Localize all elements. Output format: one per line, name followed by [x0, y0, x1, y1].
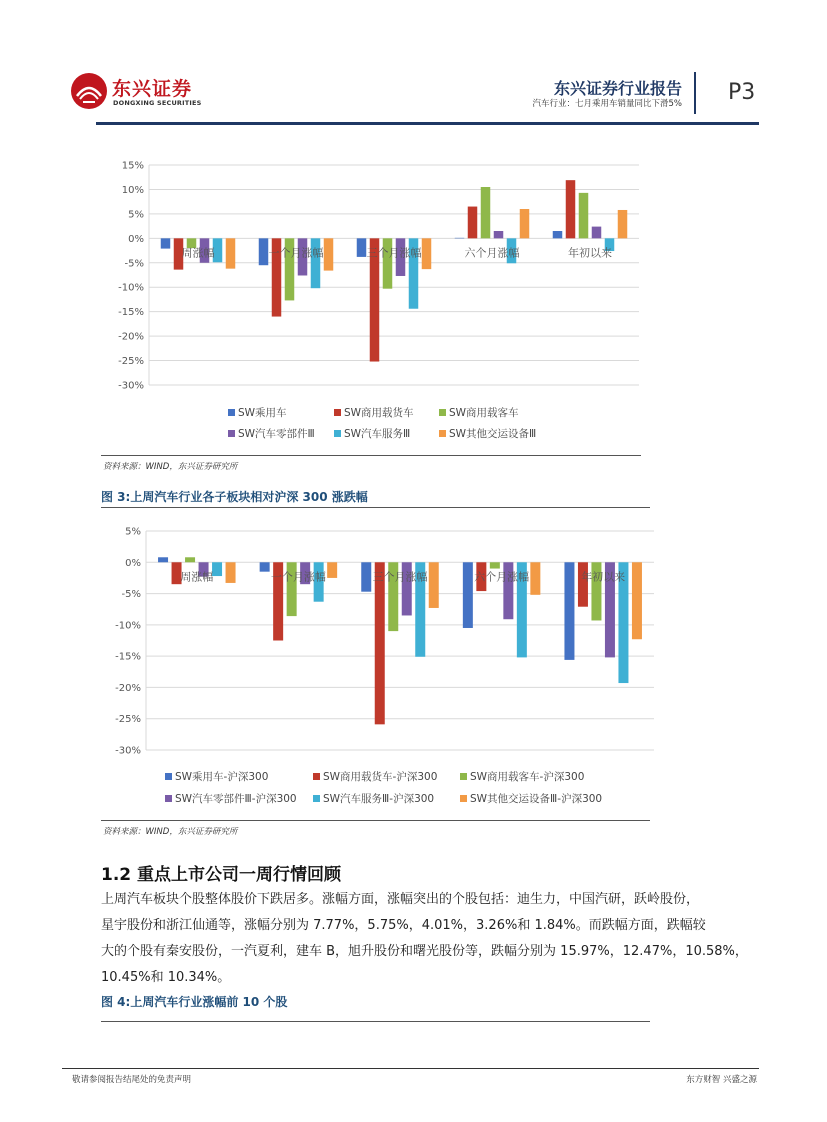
bar	[530, 562, 540, 595]
legend-label: SW商用载客车	[449, 407, 519, 419]
bar	[375, 562, 385, 724]
bar	[361, 562, 371, 591]
page-number: P3	[728, 80, 756, 105]
y-tick-label: -15%	[115, 651, 141, 663]
bar	[481, 187, 491, 238]
bar	[520, 209, 530, 238]
chart-2-frame	[101, 514, 656, 819]
y-tick-label: -5%	[124, 258, 144, 270]
bar	[259, 238, 269, 265]
bar	[592, 227, 602, 239]
chart-2-source: 资料来源：WIND，东兴证券研究所	[103, 827, 238, 837]
chart-1-source: 资料来源：WIND，东兴证券研究所	[103, 462, 238, 472]
header-divider	[694, 72, 696, 114]
footer-rule	[62, 1068, 759, 1069]
bar	[455, 238, 465, 239]
bar	[468, 207, 478, 239]
bar	[324, 238, 334, 270]
y-tick-label: -30%	[118, 380, 144, 392]
bar	[566, 180, 576, 238]
bar	[158, 557, 168, 562]
legend-swatch	[313, 795, 320, 802]
y-tick-label: -5%	[121, 589, 141, 601]
category-label: 一个月涨幅	[270, 570, 326, 584]
legend-label: SW乘用车-沪深300	[175, 771, 269, 783]
category-label: 一个月涨幅	[268, 246, 324, 260]
bar	[226, 238, 236, 268]
bar	[579, 193, 589, 238]
bar	[327, 562, 337, 578]
category-label: 年初以来	[568, 246, 612, 260]
legend-label: SW商用载货车	[344, 407, 414, 419]
bar	[494, 231, 504, 238]
legend-label: SW其他交运设备Ⅲ-沪深300	[470, 793, 603, 805]
y-tick-label: -10%	[115, 620, 141, 632]
legend-label: SW汽车服务Ⅲ	[344, 428, 411, 440]
bar	[564, 562, 574, 660]
paragraph-line: 上周汽车板块个股整体股价下跌居多。涨幅方面，涨幅突出的个股包括：迪生力，中国汽研，跃岭股份，	[101, 892, 700, 907]
bar	[463, 562, 473, 628]
header-rule	[96, 122, 759, 125]
legend-swatch	[313, 773, 320, 780]
category-label: 三个月涨幅	[372, 570, 428, 584]
figure-3-title-rule	[101, 507, 650, 508]
paragraph-line: 大的个股有秦安股份，一汽夏利，建车 B，旭升股份和曙光股份等，跌幅分别为 15.97%，12.47%，10.58%，	[101, 944, 748, 959]
bar	[429, 562, 439, 608]
paragraph-line: 10.45%和 10.34%。	[101, 970, 231, 985]
legend-swatch	[460, 795, 467, 802]
figure-4-title: 图 4:上周汽车行业涨幅前 10 个股	[101, 995, 288, 1009]
bar	[226, 562, 236, 583]
y-tick-label: -15%	[118, 307, 144, 319]
y-tick-label: 15%	[121, 160, 144, 172]
legend-swatch	[439, 430, 446, 437]
bar	[632, 562, 642, 639]
bar	[490, 562, 500, 568]
y-tick-label: 5%	[125, 526, 141, 538]
category-label: 年初以来	[581, 570, 626, 584]
bar	[553, 231, 563, 238]
chart-1	[101, 148, 641, 453]
legend-label: SW乘用车	[238, 407, 287, 419]
bar	[422, 238, 432, 269]
bar	[161, 238, 171, 248]
footer-slogan: 东方财智 兴盛之源	[686, 1075, 757, 1085]
paragraph-line: 星宇股份和浙江仙通等，涨幅分别为 7.77%，5.75%，4.01%，3.26%和 1.84%。而跌幅方面，跌幅较	[101, 918, 706, 933]
footer-disclaimer: 敬请参阅报告结尾处的免责声明	[72, 1075, 192, 1085]
figure-3-title: 图 3:上周汽车行业各子板块相对沪深 300 涨跌幅	[101, 490, 368, 504]
category-label: 周涨幅	[181, 246, 215, 260]
legend-label: SW商用载客车-沪深300	[470, 771, 585, 783]
report-title: 东兴证券行业报告	[553, 79, 682, 98]
legend-label: SW商用载货车-沪深300	[323, 771, 438, 783]
category-label: 六个月涨幅	[464, 246, 520, 260]
chart-1-frame	[101, 148, 641, 453]
section-title: 1.2 重点上市公司一周行情回顾	[101, 865, 342, 885]
legend-swatch	[228, 430, 235, 437]
legend-swatch	[165, 795, 172, 802]
logo-text: 东兴证券	[112, 78, 193, 100]
chart-1-rule	[101, 455, 641, 456]
chart-2-rule	[101, 820, 650, 821]
legend-swatch	[334, 430, 341, 437]
bar	[618, 210, 628, 238]
report-subtitle: 汽车行业：七月乘用车销量同比下滑5%	[532, 99, 682, 109]
bar	[185, 557, 195, 562]
section-paragraph	[101, 887, 761, 991]
legend-label: SW汽车零部件Ⅲ	[238, 428, 315, 440]
legend-swatch	[228, 409, 235, 416]
y-tick-label: -20%	[115, 682, 141, 694]
legend-label: SW其他交运设备Ⅲ	[449, 428, 537, 440]
y-tick-label: -25%	[118, 356, 144, 368]
legend-swatch	[334, 409, 341, 416]
y-tick-label: -10%	[118, 282, 144, 294]
y-tick-label: -20%	[118, 331, 144, 343]
bar	[578, 562, 588, 606]
legend-label: SW汽车零部件Ⅲ-沪深300	[175, 793, 297, 805]
y-tick-label: 10%	[121, 184, 144, 196]
legend-swatch	[439, 409, 446, 416]
legend-label: SW汽车服务Ⅲ-沪深300	[323, 793, 435, 805]
y-tick-label: 0%	[128, 233, 144, 245]
chart-2	[101, 514, 656, 819]
legend-swatch	[460, 773, 467, 780]
logo-emblem-icon	[70, 72, 108, 110]
category-label: 六个月涨幅	[474, 570, 530, 584]
bar	[260, 562, 270, 571]
y-tick-label: -30%	[115, 745, 141, 757]
y-tick-label: 0%	[125, 557, 141, 569]
figure-4-rule	[101, 1021, 650, 1022]
logo-subtext: DONGXING SECURITIES	[113, 99, 202, 107]
bar	[212, 562, 222, 576]
category-label: 周涨幅	[180, 570, 214, 584]
category-label: 三个月涨幅	[366, 246, 422, 260]
legend-swatch	[165, 773, 172, 780]
y-tick-label: -25%	[115, 714, 141, 726]
bar	[357, 238, 367, 257]
y-tick-label: 5%	[128, 209, 144, 221]
